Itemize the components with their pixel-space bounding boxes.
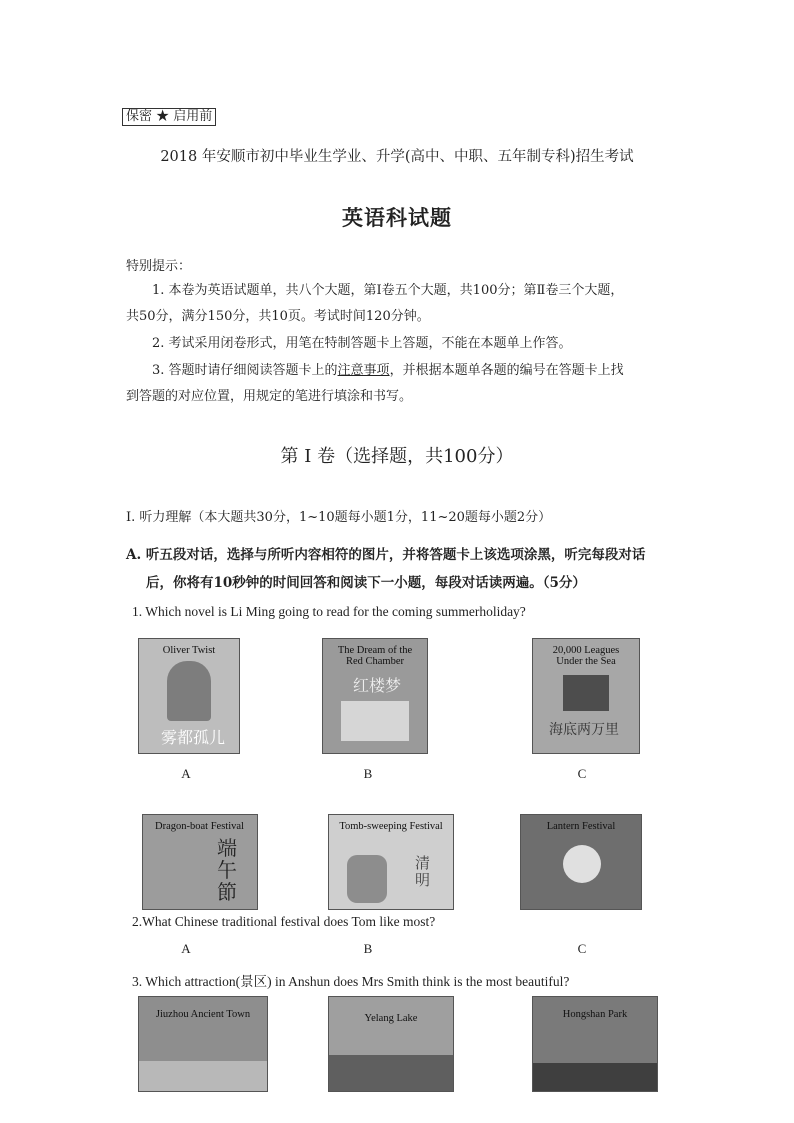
q1-option-a-image <box>138 638 240 754</box>
q2-option-a-image <box>142 814 258 910</box>
q1-option-b-image <box>322 638 428 754</box>
q2-option-b-image <box>328 814 454 910</box>
q2-option-c-image <box>520 814 642 910</box>
q3-option-b-image <box>328 996 454 1092</box>
q3-option-a-image <box>138 996 268 1092</box>
section-1-heading: Ⅰ. 听力理解（本大题共30分，1~10题每小题1分，11~20题每小题2分） <box>126 510 552 525</box>
q1-label-a: A <box>181 766 191 781</box>
page-title: 英语科试题 <box>342 205 452 230</box>
q2-option-a-caption: Dragon-boat Festival <box>155 821 244 832</box>
note-1-line-1: 1. 本卷为英语试题单，共八个大题，第Ⅰ卷五个大题，共100分；第Ⅱ卷三个大题， <box>152 283 624 298</box>
note-1-line-2: 共50分，满分150分，共10页。考试时间120分钟。 <box>126 309 430 324</box>
note-3-emphasis: 注意事项 <box>337 363 390 378</box>
q2-option-a-cn-title: 端午節 <box>217 836 237 904</box>
q1-label-b: B <box>363 766 373 781</box>
notes-label: 特别提示： <box>126 259 192 274</box>
note-3-line-1 <box>152 358 624 384</box>
note-3-pre: 3. 答题时请仔细阅读答题卡上的 <box>152 363 338 378</box>
q2-option-b-cn-title: 清明 <box>415 854 431 889</box>
q1-label-c: C <box>577 766 587 781</box>
instructions-line-2: 后，你将有10秒钟的时间回答和阅读下一小题，每段对话读两遍。（5分） <box>146 575 586 591</box>
q2-label-a: A <box>181 941 191 956</box>
part-1-title: 第 Ⅰ 卷（选择题，共100分） <box>280 446 514 467</box>
question-2: 2.What Chinese traditional festival does Tom like most? <box>132 914 436 929</box>
q1-option-c-cn-title: 海底两万里 <box>549 722 619 738</box>
q3-option-c-caption: Hongshan Park <box>562 1009 628 1020</box>
q2-option-c-caption: Lantern Festival <box>546 821 616 832</box>
q1-option-c-caption: 20,000 Leagues Under the Sea <box>552 645 620 667</box>
q1-option-c-image <box>532 638 640 754</box>
section-a-instructions <box>126 541 645 597</box>
question-1: 1. Which novel is Li Ming going to read for the coming summerholiday? <box>132 604 526 619</box>
note-3-line-2: 到答题的对应位置，用规定的笔进行填涂和书写。 <box>126 389 413 404</box>
confidential-stamp: 保密 ★ 启用前 <box>122 108 216 126</box>
q3-option-a-caption: Jiuzhou Ancient Town <box>155 1009 251 1020</box>
q1-option-a-cn-title: 雾都孤儿 <box>161 728 226 747</box>
q2-label-c: C <box>577 941 587 956</box>
q3-option-c-image <box>532 996 658 1092</box>
instructions-line-1: A. 听五段对话，选择与所听内容相符的图片，并将答题卡上该选项涂黑，听完每段对话 <box>126 547 646 563</box>
q2-label-b: B <box>363 941 373 956</box>
q2-option-b-caption: Tomb-sweeping Festival <box>339 821 443 832</box>
q1-option-b-caption: The Dream of the Red Chamber <box>337 645 413 667</box>
note-3-post: ，并根据本题单各题的编号在答题卡上找 <box>389 363 624 378</box>
note-2: 2. 考试采用闭卷形式，用笔在特制答题卡上答题，不能在本题单上作答。 <box>152 336 572 351</box>
question-3: 3. Which attraction(景区) in Anshun does Mrs Smith think is the most beautiful? <box>132 974 570 989</box>
q3-option-b-caption: Yelang Lake <box>364 1013 418 1024</box>
q1-option-a-caption: Oliver Twist <box>162 645 216 656</box>
q1-option-b-cn-title: 红楼梦 <box>353 676 402 695</box>
exam-headline: 2018 年安顺市初中毕业生学业、升学(高中、中职、五年制专科)招生考试 <box>160 149 634 165</box>
